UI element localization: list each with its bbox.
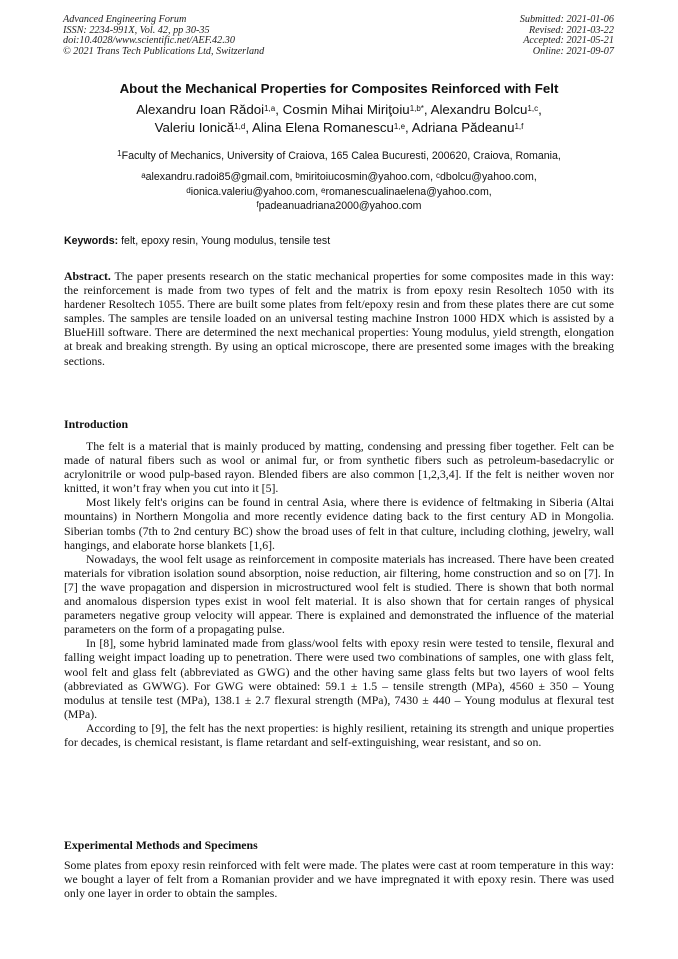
journal-header-right bbox=[520, 15, 614, 57]
affiliation bbox=[40, 150, 638, 162]
author-name: Alina Elena Romanescu bbox=[252, 120, 394, 135]
abstract bbox=[64, 269, 614, 368]
author-name: Valeriu Ionică bbox=[154, 120, 235, 135]
email-line-1: $^a$alexandru.radoi85@gmail.com, $^b$miritoiucosmin@yahoo.com, $^c$dbolcu@yahoo.com, bbox=[141, 171, 537, 183]
date-submitted: Submitted: 2021-01-06 bbox=[519, 14, 614, 25]
journal-issn: ISSN: 2234-991X, Vol. 42, pp 30-35 bbox=[63, 24, 210, 36]
journal-header-left bbox=[63, 15, 264, 57]
author-sep: , bbox=[245, 120, 252, 135]
abstract-label: Abstract. bbox=[64, 269, 111, 283]
email-d: ionica.valeriu@yahoo.com, bbox=[190, 185, 319, 198]
introduction-body bbox=[64, 439, 614, 749]
section-heading-methods: Experimental Methods and Specimens bbox=[64, 838, 258, 852]
author-sep: , bbox=[405, 120, 412, 135]
affil-text: Faculty of Mechanics, University of Craiova, 165 Calea Bucuresti, 200620, Craiova, Romania, bbox=[121, 150, 561, 162]
date-online: Online: 2021-09-07 bbox=[532, 45, 614, 57]
email-a: alexandru.radoi85@gmail.com, bbox=[145, 171, 293, 183]
email-line-3: $^f$padeanuadriana2000@yahoo.com bbox=[256, 200, 422, 213]
intro-paragraph: The felt is a material that is mainly produced by matting, condensing and pressing fiber together. Felt can be made of natural fibers such as wool or animal fur, or from synthetic fibers such as petroleum-basedacrylic or acrylonitrile or wood pulp-based rayon. Blended fibers are also common [1,2,3,4]. If the felt is neither woven nor knitted, it won’t fray when you cut into it [5]. bbox=[64, 439, 614, 496]
journal-name: Advanced Engineering Forum bbox=[63, 14, 187, 25]
intro-paragraph: According to [9], the felt has the next properties: is highly resilient, retaining its strength and unique properties for decades, is chemical resistant, is flame retardant and self-extinguishing, wear resistant, and so on. bbox=[64, 720, 614, 749]
intro-paragraph: In [8], some hybrid laminated made from glass/wool felts with epoxy resin were tested to tensile, flexural and falling weight impact loading up to penetration. There were used two combinations of samples, one with glass felt, wool felt and glass felt (abbreviated as GWG) and the other having same glass felts but two layers of wool felts (abbreviated as GWWG). For GWG were obtained: 59.1 ± 1.5 – tensile strength (MPa), 4560 ± 350 – Young modulus at tensile test (MPa), 138.1 ± 2.7 flexural strength (MPa), 7430 ± 440 – Young modulus at flexural test (MPa). bbox=[64, 636, 614, 721]
keywords-text: felt, epoxy resin, Young modulus, tensile test bbox=[118, 235, 331, 247]
author-sep: , bbox=[275, 102, 283, 117]
email-b: miritoiucosmin@yahoo.com, bbox=[299, 171, 434, 183]
section-heading-introduction: Introduction bbox=[64, 417, 129, 431]
methods-paragraph: Some plates from epoxy resin reinforced with felt were made. The plates were cast at room temperature in this way: we bought a layer of felt from a Romanian provider and we have impregnated it with epoxy resin. There was used only one layer in order to obtain the samples. bbox=[64, 858, 614, 901]
email-e: romanescualinaelena@yahoo.com, bbox=[325, 185, 492, 198]
author-name: Cosmin Mihai Miriţoiu bbox=[282, 102, 410, 117]
methods-body bbox=[64, 858, 614, 900]
author-affil-mark: 1,a bbox=[264, 104, 276, 113]
keywords bbox=[64, 235, 616, 247]
author-sep: , bbox=[423, 102, 431, 117]
author-affil-mark: 1,d bbox=[234, 122, 246, 131]
author-name: Adriana Pădeanu bbox=[411, 120, 515, 135]
author-affil-mark: 1,c bbox=[527, 104, 539, 113]
date-accepted: Accepted: 2021-05-21 bbox=[523, 35, 614, 47]
abstract-text: The paper presents research on the static mechanical properties for some composites made in this way: the reinforcement is made from two types of felt and the matrix is from epoxy resin Resoltech 1050 with its hardener Resoltech 1055. There are built some plates from felt/epoxy resin and from these plates there are cut some samples. The samples are tensile loaded on an universal testing machine Instron 1000 HDX which is assisted by a BlueHill software. There are determined the next mechanical properties: Young modulus, yield strength, elongation at break and breaking strength. By using an optical microscope, there are presented some images with the breaking sections. bbox=[64, 269, 614, 368]
keywords-label: Keywords: bbox=[64, 235, 119, 247]
email-line-2: $^d$ionica.valeriu@yahoo.com, $^e$romanescualinaelena@yahoo.com, bbox=[186, 185, 492, 198]
journal-copyright: © 2021 Trans Tech Publications Ltd, Switzerland bbox=[63, 45, 265, 57]
author-affil-mark: 1,b* bbox=[409, 104, 424, 113]
author-affil-mark: 1,f bbox=[514, 122, 524, 131]
author-emails bbox=[40, 170, 638, 214]
intro-paragraph: Most likely felt's origins can be found in central Asia, where there is evidence of feltmaking in Siberia (Altai mountains) in Northern Mongolia and more recently evidence dating back to the first century AD in Mongolia. Siberian tombs (7th to 2nd century BC) show the broad uses of felt in that culture, including clothing, jewelry, wall hangings, and elaborate horse blankets [1,6]. bbox=[64, 495, 614, 552]
author-affil-mark: 1,e bbox=[393, 122, 406, 131]
email-c: dbolcu@yahoo.com, bbox=[440, 171, 537, 183]
author-name: Alexandru Bolcu bbox=[430, 102, 528, 117]
author-list bbox=[60, 101, 618, 137]
intro-paragraph: Nowadays, the wool felt usage as reinforcement in composite materials has increased. There have been created materials for vibration isolation sound absorption, noise reduction, air filtering, home construction and so on [7]. In [7] the wave propagation and dispersion in microstructured wool felt is studied. There is shown that both normal and anomalous dispersion types exist in wool felt material. It is also shown that for certain ranges of physical parameters negative group velocity will appear. There is explained and demonstrated the influence of the material parameters on the form of a propagating pulse. bbox=[64, 551, 614, 637]
affil-mark: 1 bbox=[117, 149, 122, 158]
date-revised: Revised: 2021-03-22 bbox=[528, 24, 614, 36]
author-name: Alexandru Ioan Rădoi bbox=[136, 102, 265, 117]
author-sep: , bbox=[538, 102, 542, 117]
journal-doi: doi:10.4028/www.scientific.net/AEF.42.30 bbox=[63, 35, 235, 47]
paper-title: About the Mechanical Properties for Composites Reinforced with Felt bbox=[119, 81, 559, 96]
email-f: padeanuadriana2000@yahoo.com bbox=[258, 200, 422, 213]
